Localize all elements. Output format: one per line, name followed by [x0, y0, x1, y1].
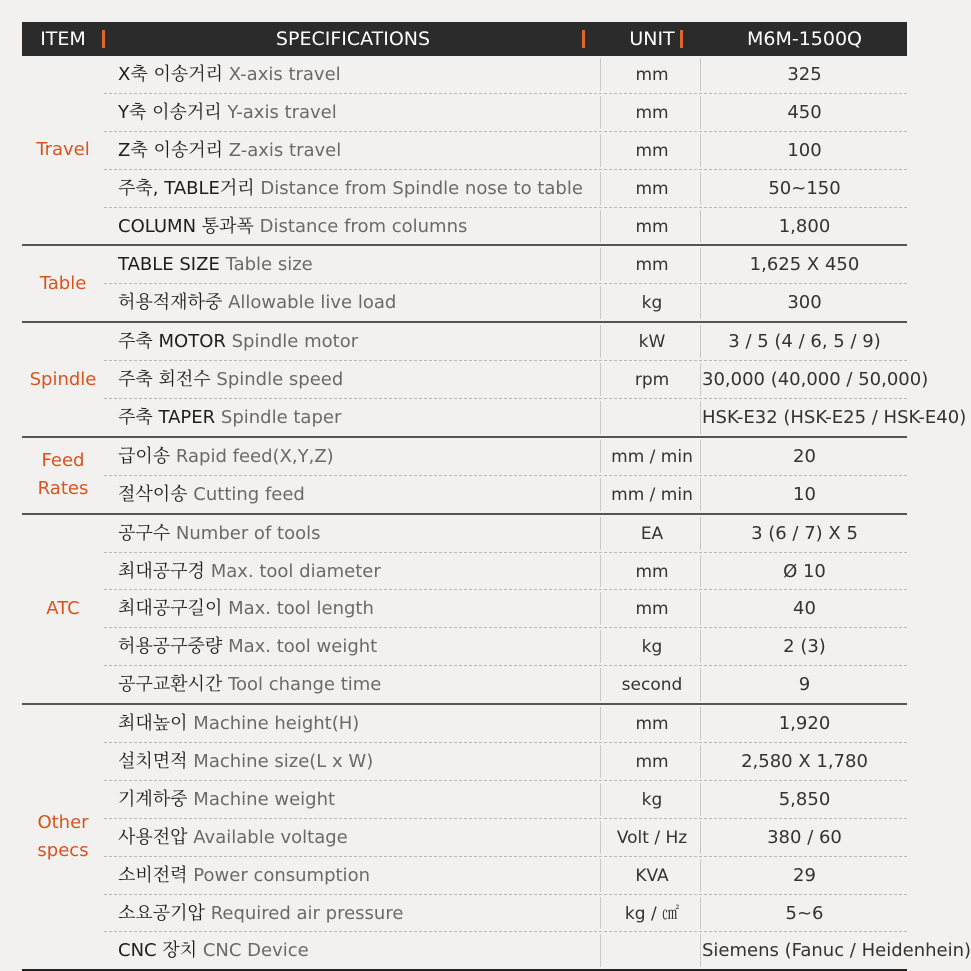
column-divider: [600, 555, 601, 588]
column-divider: [600, 592, 601, 625]
table-row: [104, 819, 907, 857]
spec-unit: mm: [635, 178, 669, 199]
spec-name-korean: 허용공구중량: [118, 636, 223, 658]
column-divider: [600, 248, 601, 281]
spec-name-english: Cutting feed: [193, 483, 305, 505]
spec-unit: kg: [641, 293, 663, 314]
column-divider: [700, 668, 701, 701]
spec-group: [22, 246, 907, 323]
spec-name-korean: COLUMN 통과폭: [118, 215, 254, 237]
table-row: [104, 132, 907, 170]
column-divider: [700, 58, 701, 91]
spec-name-korean: CNC 장치: [118, 940, 198, 962]
column-divider: [700, 96, 701, 129]
column-divider: [600, 745, 601, 778]
column-divider: [600, 286, 601, 319]
spec-value: 10: [793, 483, 816, 505]
spec-unit: kW: [638, 332, 666, 353]
spec-name-korean: 최대공구경: [118, 560, 205, 582]
spec-unit: mm: [635, 752, 669, 773]
table-row: [104, 553, 907, 591]
spec-name: [118, 895, 602, 932]
spec-name: [118, 553, 602, 590]
table-row: [104, 438, 907, 476]
table-row: [104, 323, 907, 361]
column-divider: [600, 517, 601, 550]
spec-name-english: Tool change time: [228, 674, 382, 696]
table-row: [104, 781, 907, 819]
column-divider: [600, 859, 601, 892]
spec-name: [118, 132, 602, 169]
spec-unit: mm: [635, 65, 669, 85]
spec-value: 30,000 (40,000 / 50,000): [702, 369, 929, 391]
spec-value: 1,920: [778, 713, 831, 735]
group-label: Other specs: [37, 812, 89, 862]
spec-name-korean: TABLE SIZE: [118, 254, 220, 276]
table-row: [104, 590, 907, 628]
spec-name: [118, 666, 602, 703]
table-row: [104, 399, 967, 436]
column-divider: [700, 745, 701, 778]
column-divider: [600, 668, 601, 701]
column-divider: [700, 172, 701, 205]
spec-unit: EA: [640, 523, 664, 544]
spec-value: 29: [793, 864, 816, 886]
spec-value: 2,580 X 1,780: [741, 751, 868, 773]
column-divider: [700, 210, 701, 243]
table-row: [104, 208, 907, 245]
column-divider: [700, 478, 701, 511]
spec-name-english: Required air pressure: [210, 902, 404, 924]
spec-name-english: Max. tool weight: [228, 636, 378, 658]
spec-name: [118, 476, 602, 513]
header-separator: [582, 30, 585, 48]
column-divider: [700, 363, 701, 396]
column-divider: [600, 821, 601, 854]
table-header: [22, 22, 907, 56]
spec-name-english: X-axis travel: [228, 64, 341, 85]
spec-unit: KVA: [635, 865, 669, 886]
column-divider: [700, 325, 701, 358]
spec-unit: mm: [635, 561, 669, 582]
spec-name: [118, 361, 602, 398]
spec-value: 3 (6 / 7) X 5: [751, 522, 858, 544]
column-divider: [600, 707, 601, 740]
spec-unit: mm: [635, 255, 669, 276]
spec-name-english: Machine size(L x W): [193, 751, 374, 773]
spec-name: [118, 284, 602, 321]
spec-group: [22, 323, 967, 438]
spec-name-korean: 최대높이: [118, 713, 188, 735]
spec-name: [118, 819, 602, 856]
spec-value: 50~150: [768, 177, 841, 199]
group-label: Table: [39, 272, 87, 294]
spec-unit: kg / ㎠: [624, 903, 680, 924]
spec-name: [118, 399, 602, 436]
spec-name-korean: 허용적재하중: [118, 292, 223, 314]
spec-name-english: Max. tool length: [228, 598, 374, 620]
spec-name-english: Available voltage: [193, 826, 348, 848]
spec-name-english: Distance from columns: [259, 215, 468, 237]
header-specifications: SPECIFICATIONS: [275, 28, 431, 50]
column-divider: [700, 934, 701, 967]
table-row: [104, 743, 907, 781]
column-divider: [600, 934, 601, 967]
spec-group: [22, 56, 907, 246]
spec-unit: mm: [635, 102, 669, 123]
column-divider: [600, 897, 601, 930]
column-divider: [600, 210, 601, 243]
spec-value: 9: [798, 674, 811, 696]
spec-name-korean: 급이송: [118, 445, 171, 467]
spec-value: Siemens (Fanuc / Heidenhein): [702, 940, 971, 962]
spec-name: [118, 781, 602, 818]
spec-value: 450: [787, 101, 822, 123]
spec-name: [118, 323, 602, 360]
spec-name-english: Max. tool diameter: [210, 560, 381, 582]
spec-name-korean: 설치면적: [118, 751, 188, 773]
group-label: Feed Rates: [37, 450, 89, 500]
spec-name: [118, 515, 602, 552]
column-divider: [600, 363, 601, 396]
table-row: [104, 857, 907, 895]
column-divider: [600, 630, 601, 663]
column-divider: [600, 134, 601, 167]
spec-name-english: Spindle taper: [220, 407, 342, 429]
column-divider: [700, 440, 701, 473]
spec-unit: mm: [635, 216, 669, 237]
table-row: [104, 515, 907, 553]
table-row: [104, 666, 907, 703]
spec-group: [22, 705, 971, 971]
spec-unit: rpm: [634, 370, 670, 391]
column-divider: [600, 401, 601, 434]
spec-unit: kg: [641, 637, 663, 658]
spec-value: 380 / 60: [767, 826, 842, 848]
column-divider: [600, 58, 601, 91]
spec-unit: kg: [641, 789, 663, 810]
column-divider: [700, 555, 701, 588]
spec-value: 2 (3): [783, 636, 826, 658]
spec-name-korean: 사용전압: [118, 826, 188, 848]
column-divider: [700, 821, 701, 854]
spec-unit: Volt / Hz: [616, 827, 688, 848]
header-model: M6M-1500Q: [746, 28, 863, 50]
table-row: [104, 361, 929, 399]
column-divider: [600, 783, 601, 816]
spec-name: [118, 56, 602, 93]
spec-value: 300: [787, 292, 822, 314]
spec-name: [118, 932, 602, 969]
spec-name: [118, 94, 602, 131]
column-divider: [700, 630, 701, 663]
spec-unit: [602, 932, 702, 969]
table-row: [104, 94, 907, 132]
spec-value: 1,800: [778, 215, 831, 237]
spec-name-korean: 최대공구길이: [118, 598, 223, 620]
spec-name-korean: 공구수: [118, 522, 171, 544]
group-label: Spindle: [29, 368, 97, 390]
spec-unit: second: [621, 675, 683, 696]
spec-name: [118, 705, 602, 742]
spec-group: [22, 515, 907, 705]
spec-name-english: Number of tools: [175, 522, 321, 544]
spec-unit: [602, 399, 702, 436]
spec-name: [118, 590, 602, 627]
spec-name-korean: Y축 이송거리: [118, 101, 222, 123]
spec-value: 325: [787, 64, 822, 85]
spec-name-korean: 주축 MOTOR: [118, 331, 226, 353]
spec-name-english: Spindle motor: [231, 331, 359, 353]
group-label: Travel: [36, 139, 90, 161]
table-row: [104, 895, 907, 933]
spec-group: [22, 438, 907, 515]
spec-value: 3 / 5 (4 / 6, 5 / 9): [728, 331, 881, 353]
spec-name: [118, 438, 602, 475]
spec-name-english: Z-axis travel: [228, 139, 342, 161]
spec-table: [22, 56, 971, 971]
spec-name-english: Allowable live load: [228, 292, 397, 314]
table-row: [104, 476, 907, 513]
spec-name: [118, 170, 602, 207]
table-row: [104, 170, 907, 208]
spec-unit: mm: [635, 140, 669, 161]
spec-name-korean: 공구교환시간: [118, 674, 223, 696]
column-divider: [700, 592, 701, 625]
spec-name-english: Machine weight: [193, 788, 336, 810]
table-row: [104, 284, 907, 321]
column-divider: [700, 517, 701, 550]
spec-name: [118, 743, 602, 780]
spec-unit: mm / min: [611, 446, 693, 467]
spec-value: 1,625 X 450: [749, 254, 860, 276]
column-divider: [700, 134, 701, 167]
spec-name: [118, 857, 602, 894]
spec-name-korean: 소요공기압: [118, 902, 205, 924]
table-row: [104, 932, 971, 969]
spec-value: 40: [793, 598, 816, 620]
column-divider: [700, 783, 701, 816]
spec-name-english: Table size: [225, 254, 313, 276]
spec-name-korean: 주축, TABLE거리: [118, 177, 255, 199]
spec-name-korean: 주축 TAPER: [118, 407, 216, 429]
table-row: [104, 56, 907, 94]
spec-name-korean: Z축 이송거리: [118, 139, 223, 161]
column-divider: [700, 401, 701, 434]
header-unit: UNIT: [629, 28, 675, 50]
spec-name-english: Spindle speed: [216, 369, 344, 391]
spec-value: 100: [787, 139, 822, 161]
spec-value: HSK-E32 (HSK-E25 / HSK-E40): [702, 407, 967, 429]
spec-name: [118, 208, 602, 245]
spec-name-korean: 기계하중: [118, 788, 188, 810]
spec-name-english: CNC Device: [202, 940, 309, 962]
column-divider: [600, 172, 601, 205]
column-divider: [600, 325, 601, 358]
header-separator: [680, 30, 683, 48]
spec-name-english: Rapid feed(X,Y,Z): [175, 445, 334, 467]
column-divider: [600, 440, 601, 473]
column-divider: [600, 478, 601, 511]
spec-value: 5~6: [785, 902, 824, 924]
column-divider: [700, 248, 701, 281]
column-divider: [700, 286, 701, 319]
column-divider: [600, 96, 601, 129]
spec-name-korean: 주축 회전수: [118, 369, 211, 391]
spec-name: [118, 628, 602, 665]
spec-name-english: Y-axis travel: [227, 101, 337, 123]
table-row: [104, 246, 907, 284]
spec-name-korean: 소비전력: [118, 864, 188, 886]
spec-unit: mm / min: [611, 484, 693, 505]
spec-name-english: Machine height(H): [193, 713, 360, 735]
column-divider: [700, 707, 701, 740]
spec-name-english: Distance from Spindle nose to table: [260, 177, 583, 199]
spec-name-korean: X축 이송거리: [118, 64, 223, 85]
table-row: [104, 705, 907, 743]
column-divider: [700, 859, 701, 892]
spec-name-english: Power consumption: [193, 864, 370, 886]
header-item: ITEM: [40, 28, 86, 50]
spec-value: 20: [793, 445, 816, 467]
spec-name-korean: 절삭이송: [118, 483, 188, 505]
spec-value: 5,850: [778, 788, 831, 810]
spec-value: Ø 10: [783, 560, 826, 582]
table-row: [104, 628, 907, 666]
column-divider: [700, 897, 701, 930]
spec-unit: mm: [635, 599, 669, 620]
group-label: ATC: [46, 597, 80, 619]
spec-name: [118, 246, 602, 283]
spec-unit: mm: [635, 714, 669, 735]
